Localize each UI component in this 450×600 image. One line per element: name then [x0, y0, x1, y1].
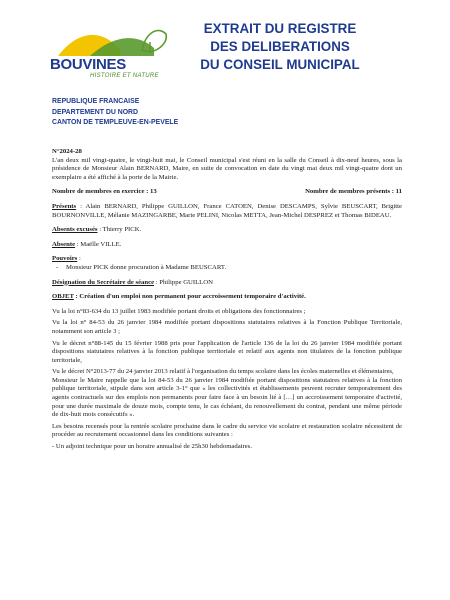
object-text: : Création d'un emploi non permanent pour accroissement temporaire d'activité. — [73, 293, 306, 301]
paragraph-loi-83-634: Vu la loi n°83-634 du 13 juillet 1983 modifiée portant droits et obligations des fonctionnaires ; — [52, 307, 306, 315]
deliberation-body — [52, 148, 402, 452]
proxies — [52, 255, 402, 264]
title-line-3: DU CONSEIL MUNICIPAL — [200, 57, 360, 72]
object-label: OBJET — [52, 293, 74, 301]
members-present: Nombre de membres présents : 11 — [305, 188, 402, 196]
logo-tagline: HISTOIRE ET NATURE — [90, 73, 159, 79]
secretary-label: Désignation du Secrétaire de séance — [52, 278, 155, 286]
excused-label: Absents excusés — [52, 226, 98, 234]
administrative-header — [52, 97, 178, 129]
department-line: DEPARTEMENT DU NORD — [52, 108, 139, 116]
title-line-2: DES DELIBERATIONS — [210, 39, 350, 54]
present-label: Présents — [52, 202, 77, 210]
paragraph-decret-88-145: Vu le décret n°88-145 du 15 février 1988 pris pour l'application de l'article 136 de la loi du 26 janvier 1984 modifiée portant dispositions statutaires relatives à la fonction publique territoriale et relatif aux agents non titulaires de la fonction publique territoriale, — [52, 339, 402, 364]
title-line-1: EXTRAIT DU REGISTRE — [203, 21, 357, 36]
proxies-colon: : — [77, 255, 81, 263]
object-line — [52, 293, 402, 302]
paragraph-decret-2013-77: Vu le décret N°2013-77 du 24 janvier 2013 relatif à l'organisation du temps scolaire dans les écoles maternelles et élémentaires, — [52, 368, 394, 376]
proxy-text: Monsieur PICK donne procuration à Madame BEUSCART. — [66, 263, 227, 271]
absent-names: : Maëlle VILLE. — [75, 240, 122, 248]
paragraph-adjoint-technique: - Un adjoint technique pour un horaire annualisé de 25h30 hebdomadaires. — [52, 443, 253, 451]
bouvines-logo — [50, 20, 170, 90]
absent-label: Absente — [52, 240, 76, 248]
paragraph-loi-84-53: Vu la loi n° 84-53 du 26 janvier 1984 modifiée portant dispositions statutaires relatives à la Fonction Publique Territoriale, notamment son article 3 ; — [52, 319, 402, 335]
secretary — [52, 279, 402, 288]
deliberation-number: N°2024-28 — [52, 148, 82, 155]
excused-names: : Thierry PICK. — [97, 226, 142, 234]
absent-members — [52, 241, 402, 250]
paragraph-besoins: Les besoins recensés pour la rentrée scolaire prochaine dans le cadre du service vie scolaire et restauration scolaire nécessitent de procéder au recrutement occasionnel dans les conditions suivantes : — [52, 422, 402, 439]
document-title — [180, 20, 380, 74]
intro-paragraph: L'an deux mil vingt-quatre, le vingt-huit mai, le Conseil municipal s'est réuni en la salle du Conseil à dix-neuf heures, sous la présidence de Monsieur Alain BERNARD, Maire, en suite de convocation en date du vingt mai deux mil vingt-quatre dont un exemplaire a été affiché à la porte de la Mairie. — [52, 156, 402, 181]
proxies-label: Pouvoirs — [52, 255, 78, 263]
secretary-name: : Philippe GUILLON — [154, 278, 213, 286]
canton-line: CANTON DE TEMPLEUVE-EN-PEVELE — [52, 119, 179, 126]
present-names: : Alain BERNARD, Philippe GUILLON, France CATOEN, Denise DESCAMPS, Sylvie BEUSCART, Brigitte BOURNONVILLE, Mélanie MAZINGARBE, Marie PELINI, Nicolas METTA, Jean-Michel DESPREZ et Thomas BIDEAU. — [52, 202, 402, 219]
republic-line: REPUBLIQUE FRANCAISE — [52, 98, 140, 105]
proxy-list-item: - Monsieur PICK donne procuration à Madame BEUSCART. — [56, 263, 227, 271]
paragraph-maire-rappelle: Monsieur le Maire rappelle que la loi 84-53 du 26 janvier 1984 modifiée portant dispositions statutaires relatives à la fonction publique territoriale, stipule dans son article 3-1° que « les collectivités et établissements peuvent recruter temporairement des agents contractuels sur des emplois non permanents pour faire face à un besoin lié à […] un accroissement temporaire d'activité, pour une durée maximale de douze mois, compte tenu, le cas échéant, du renouvellement du contrat, pendant une même période de dix-huit mois consécutifs ». — [52, 376, 402, 419]
logo-wordmark: BOUVINES — [50, 56, 126, 73]
member-counts — [52, 188, 402, 197]
logo-hills-graphic — [50, 20, 170, 60]
present-members — [52, 203, 402, 220]
members-in-office: Nombre de membres en exercice : 13 — [52, 188, 157, 196]
excused-members — [52, 226, 402, 235]
